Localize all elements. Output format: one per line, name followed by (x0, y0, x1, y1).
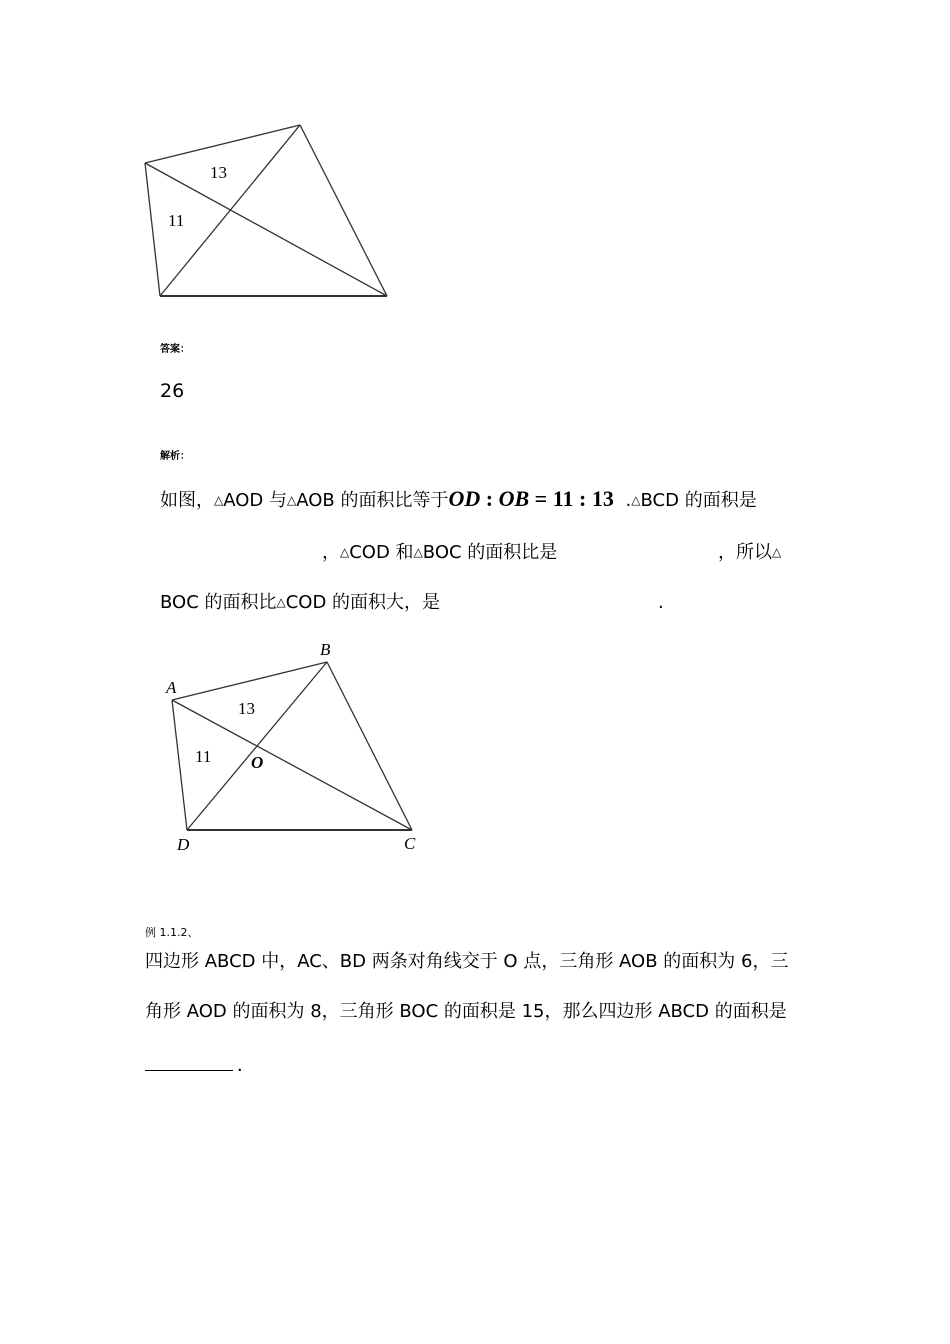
triangle-symbol: △ (286, 493, 297, 507)
region-label-11: 11 (195, 747, 212, 766)
quadrilateral-figure-1 (140, 118, 400, 303)
analysis-line-2b: ，所以△ (718, 542, 782, 563)
region-label-11: 11 (168, 211, 185, 230)
side-ab (172, 662, 327, 700)
answer-heading: 答案： (160, 344, 190, 355)
analysis-line-3-end: . (658, 592, 664, 613)
example-line-2: 角形 AOD 的面积为 8，三角形 BOC 的面积是 15，那么四边形 ABCD 的面积是 (145, 1001, 787, 1022)
example-number: 例 1.1.2、 (145, 926, 199, 939)
answer-value: 26 (160, 380, 185, 402)
diagonal-bd (187, 662, 327, 830)
side-bc (327, 662, 412, 830)
analysis-line-2a: ，△COD 和△BOC 的面积比是 (322, 542, 558, 563)
triangle-symbol: △ (276, 595, 286, 609)
triangle-symbol: △ (214, 493, 224, 507)
triangle-symbol: △ (413, 545, 423, 559)
analysis-heading: 解析： (160, 451, 190, 462)
region-label-13: 13 (238, 699, 255, 718)
triangle-symbol: △ (631, 493, 641, 507)
analysis-line-3: BOC 的面积比△COD 的面积大，是 (160, 592, 441, 613)
example-line-3: ． (145, 1052, 255, 1078)
analysis-line-1: 如图，△AOD 与△AOB 的面积比等于OD : OB = 11 : 13 .△BCD 的面积是 (160, 486, 757, 511)
quadrilateral-figure-2 (160, 632, 430, 862)
side-da (172, 700, 187, 830)
side-da (145, 163, 160, 296)
vertex-label-c: C (404, 834, 416, 853)
ratio-formula: OD : OB = 11 : 13 (448, 486, 614, 511)
example-line-1: 四边形 ABCD 中，AC、BD 两条对角线交于 O 点，三角形 AOB 的面积为 6，三 (145, 951, 789, 972)
vertex-label-d: D (177, 835, 190, 854)
vertex-label-a: A (166, 678, 177, 697)
side-bc (300, 125, 387, 296)
triangle-symbol: △ (772, 545, 782, 559)
vertex-label-o: O (251, 753, 264, 772)
side-ab (145, 125, 300, 163)
answer-blank[interactable] (145, 1052, 233, 1071)
triangle-symbol: △ (340, 545, 350, 559)
region-label-13: 13 (210, 163, 227, 182)
vertex-label-b: B (320, 640, 331, 659)
